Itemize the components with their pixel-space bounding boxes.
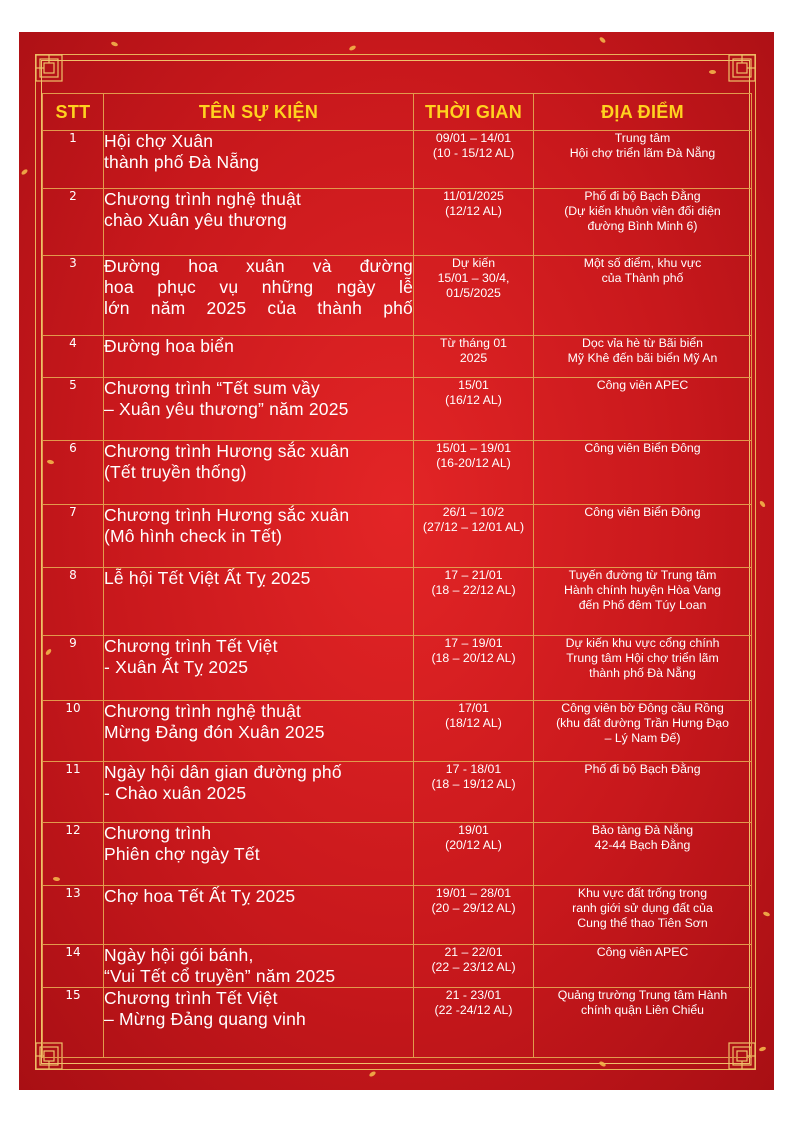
event-name-line: “Vui Tết cổ truyền” năm 2025 <box>104 966 336 986</box>
row-place <box>534 701 752 762</box>
time-line: Từ tháng 01 <box>439 336 508 350</box>
row-place <box>534 988 752 1058</box>
table-row <box>43 636 752 701</box>
time-line: (18 – 19/12 AL) <box>431 777 516 791</box>
event-name-line: Chương trình Hương sắc xuân <box>104 441 350 461</box>
time-line: 01/5/2025 <box>446 286 501 300</box>
place-line: Dọc vỉa hè từ Bãi biển <box>581 336 704 350</box>
place-line: Mỹ Khê đến bãi biển Mỹ An <box>567 351 718 365</box>
time-line: 11/01/2025 <box>443 189 504 203</box>
corner-ornament-icon <box>728 54 756 82</box>
place-line: (khu đất đường Trần Hưng Đạo <box>556 716 729 730</box>
time-line: 09/01 – 14/01 <box>435 131 512 145</box>
place-line: – Lý Nam Đế) <box>604 731 681 745</box>
row-stt: 9 <box>43 636 104 701</box>
row-place <box>534 189 752 256</box>
place-line: Công viên bờ Đông cầu Rồng <box>561 701 724 715</box>
time-line: 15/01 – 30/4, <box>437 271 510 285</box>
place-line: thành phố Đà Nẵng <box>589 666 696 680</box>
event-name-line: Chương trình “Tết sum vầy <box>104 378 320 398</box>
time-line: (16-20/12 AL) <box>436 456 511 470</box>
header-event-name: TÊN SỰ KIỆN <box>104 94 414 131</box>
row-event-name <box>104 945 414 988</box>
petal-icon <box>762 911 770 918</box>
row-place <box>534 886 752 945</box>
petal-icon <box>110 41 118 48</box>
time-line: 26/1 – 10/2 <box>442 505 505 519</box>
place-line: ranh giới sử dụng đất của <box>572 901 713 915</box>
row-stt: 13 <box>43 886 104 945</box>
row-event-name <box>104 378 414 441</box>
events-table <box>42 93 752 1058</box>
row-event-name <box>104 988 414 1058</box>
row-stt: 6 <box>43 441 104 505</box>
row-stt: 11 <box>43 762 104 823</box>
row-stt: 1 <box>43 131 104 189</box>
petal-icon <box>20 169 28 176</box>
row-time <box>414 189 534 256</box>
table-row <box>43 762 752 823</box>
time-line: (27/12 – 12/01 AL) <box>422 520 525 534</box>
time-line: (12/12 AL) <box>445 204 502 218</box>
place-line: đến Phố đêm Túy Loan <box>578 598 707 612</box>
time-line: (18 – 20/12 AL) <box>431 651 516 665</box>
event-name-line: lớn năm 2025 của thành phố <box>104 298 413 318</box>
row-time <box>414 505 534 568</box>
place-line: Khu vực đất trống trong <box>577 886 708 900</box>
place-line: Trung tâm Hội chợ triển lãm <box>566 651 719 665</box>
event-name-line: Chương trình <box>104 823 212 843</box>
event-name-line: Chương trình Tết Việt <box>104 988 278 1008</box>
row-event-name <box>104 886 414 945</box>
row-stt: 5 <box>43 378 104 441</box>
place-line: Hội chợ triển lãm Đà Nẵng <box>569 146 716 160</box>
event-name-line: Phiên chợ ngày Tết <box>104 844 260 864</box>
place-line: Trung tâm <box>614 131 671 145</box>
row-time <box>414 701 534 762</box>
row-place <box>534 336 752 378</box>
row-event-name <box>104 701 414 762</box>
row-time <box>414 568 534 636</box>
petal-icon <box>368 1071 376 1078</box>
event-name-line: thành phố Đà Nẵng <box>104 152 260 172</box>
place-line: chính quận Liên Chiểu <box>580 1003 705 1017</box>
time-line: 21 - 23/01 <box>445 988 502 1002</box>
event-name-line: Mừng Đảng đón Xuân 2025 <box>104 722 325 742</box>
table-row <box>43 256 752 336</box>
petal-icon <box>759 1046 767 1051</box>
place-line: Phố đi bộ Bạch Đằng <box>584 189 701 203</box>
row-place <box>534 568 752 636</box>
event-name-line: Chợ hoa Tết Ất Tỵ 2025 <box>104 886 296 906</box>
table-row <box>43 131 752 189</box>
time-line: 17 – 21/01 <box>444 568 503 582</box>
place-line: Dự kiến khu vực cổng chính <box>565 636 720 650</box>
event-name-line: - Xuân Ất Tỵ 2025 <box>104 657 249 677</box>
row-time <box>414 336 534 378</box>
table-row <box>43 336 752 378</box>
row-event-name <box>104 762 414 823</box>
petal-icon <box>599 36 607 44</box>
row-place <box>534 823 752 886</box>
row-time <box>414 256 534 336</box>
place-line: Công viên APEC <box>596 945 689 959</box>
row-place <box>534 441 752 505</box>
row-stt: 8 <box>43 568 104 636</box>
time-line: (22 -24/12 AL) <box>434 1003 513 1017</box>
place-line: của Thành phố <box>601 271 684 285</box>
event-name-line: - Chào xuân 2025 <box>104 783 247 803</box>
place-line: Tuyến đường từ Trung tâm <box>568 568 717 582</box>
time-line: 15/01 <box>458 378 489 392</box>
row-time <box>414 636 534 701</box>
place-line: Hành chính huyện Hòa Vang <box>563 583 721 597</box>
row-place <box>534 636 752 701</box>
row-stt: 14 <box>43 945 104 988</box>
row-event-name <box>104 505 414 568</box>
event-name-line: Đường hoa xuân và đường <box>104 256 413 276</box>
event-name-line: Chương trình nghệ thuật <box>104 189 302 209</box>
event-name-line: chào Xuân yêu thương <box>104 210 287 230</box>
row-event-name <box>104 189 414 256</box>
row-stt: 15 <box>43 988 104 1058</box>
row-event-name <box>104 636 414 701</box>
place-line: (Dự kiến khuôn viên đối diện <box>564 204 721 218</box>
row-stt: 10 <box>43 701 104 762</box>
time-line: 17 - 18/01 <box>445 762 502 776</box>
time-line: (10 - 15/12 AL) <box>432 146 515 160</box>
table-row <box>43 988 752 1058</box>
place-line: 42-44 Bạch Đằng <box>594 838 691 852</box>
petal-icon <box>349 45 357 51</box>
row-time <box>414 988 534 1058</box>
time-line: (16/12 AL) <box>445 393 502 407</box>
row-time <box>414 886 534 945</box>
place-line: Một số điểm, khu vực <box>583 256 702 270</box>
place-line: Cung thể thao Tiên Sơn <box>577 916 708 930</box>
row-time <box>414 945 534 988</box>
event-name-line: Ngày hội dân gian đường phố <box>104 762 342 782</box>
row-event-name <box>104 256 414 336</box>
event-name-line: – Xuân yêu thương” năm 2025 <box>104 399 349 419</box>
row-event-name <box>104 441 414 505</box>
row-place <box>534 505 752 568</box>
time-line: 15/01 – 19/01 <box>435 441 512 455</box>
table-row <box>43 823 752 886</box>
table-header-row <box>43 94 752 131</box>
row-event-name <box>104 336 414 378</box>
corner-ornament-icon <box>35 54 63 82</box>
event-name-line: Lễ hội Tết Việt Ất Tỵ 2025 <box>104 568 311 588</box>
time-line: (20 – 29/12 AL) <box>431 901 516 915</box>
row-place <box>534 131 752 189</box>
petal-icon <box>759 500 766 508</box>
time-line: 17/01 <box>458 701 489 715</box>
row-time <box>414 378 534 441</box>
table-row <box>43 441 752 505</box>
time-line: 21 – 22/01 <box>444 945 503 959</box>
header-place: ĐỊA ĐIỂM <box>534 94 752 131</box>
row-time <box>414 762 534 823</box>
event-name-line: Ngày hội gói bánh, <box>104 945 254 965</box>
time-line: 17 – 19/01 <box>444 636 503 650</box>
event-name-line: Chương trình Tết Việt <box>104 636 278 656</box>
place-line: Bảo tàng Đà Nẵng <box>591 823 694 837</box>
row-event-name <box>104 568 414 636</box>
event-name-line: (Tết truyền thống) <box>104 462 247 482</box>
event-name-line: Chương trình nghệ thuật <box>104 701 302 721</box>
row-stt: 12 <box>43 823 104 886</box>
table-row <box>43 945 752 988</box>
time-line: 19/01 <box>458 823 489 837</box>
row-time <box>414 823 534 886</box>
table-row <box>43 189 752 256</box>
time-line: Dự kiến <box>451 256 496 270</box>
place-line: Công viên Biển Đông <box>584 505 701 519</box>
table-row <box>43 505 752 568</box>
time-line: 19/01 – 28/01 <box>435 886 512 900</box>
time-line: (20/12 AL) <box>445 838 502 852</box>
row-event-name <box>104 131 414 189</box>
row-stt: 7 <box>43 505 104 568</box>
row-place <box>534 256 752 336</box>
event-name-line: – Mừng Đảng quang vinh <box>104 1009 306 1029</box>
table-row <box>43 568 752 636</box>
place-line: Công viên Biển Đông <box>584 441 701 455</box>
event-name-line: Chương trình Hương sắc xuân <box>104 505 350 525</box>
row-place <box>534 378 752 441</box>
row-stt: 3 <box>43 256 104 336</box>
header-stt: STT <box>43 94 104 131</box>
event-name-line: Đường hoa biển <box>104 336 235 356</box>
place-line: Phố đi bộ Bạch Đằng <box>584 762 701 776</box>
place-line: Công viên APEC <box>596 378 689 392</box>
table-row <box>43 701 752 762</box>
time-line: (22 – 23/12 AL) <box>431 960 516 974</box>
event-name-line: (Mô hình check in Tết) <box>104 526 283 546</box>
time-line: (18 – 22/12 AL) <box>431 583 516 597</box>
row-time <box>414 441 534 505</box>
event-name-line: Hội chợ Xuân <box>104 131 214 151</box>
row-stt: 4 <box>43 336 104 378</box>
row-event-name <box>104 823 414 886</box>
time-line: 2025 <box>459 351 488 365</box>
row-stt: 2 <box>43 189 104 256</box>
place-line: đường Bình Minh 6) <box>587 219 698 233</box>
event-name-line: hoa phục vụ những ngày lễ <box>104 277 413 297</box>
place-line: Quảng trường Trung tâm Hành <box>557 988 728 1002</box>
row-place <box>534 762 752 823</box>
time-line: (18/12 AL) <box>445 716 502 730</box>
row-time <box>414 131 534 189</box>
row-place <box>534 945 752 988</box>
table-row <box>43 378 752 441</box>
table-row <box>43 886 752 945</box>
header-time: THỜI GIAN <box>414 94 534 131</box>
